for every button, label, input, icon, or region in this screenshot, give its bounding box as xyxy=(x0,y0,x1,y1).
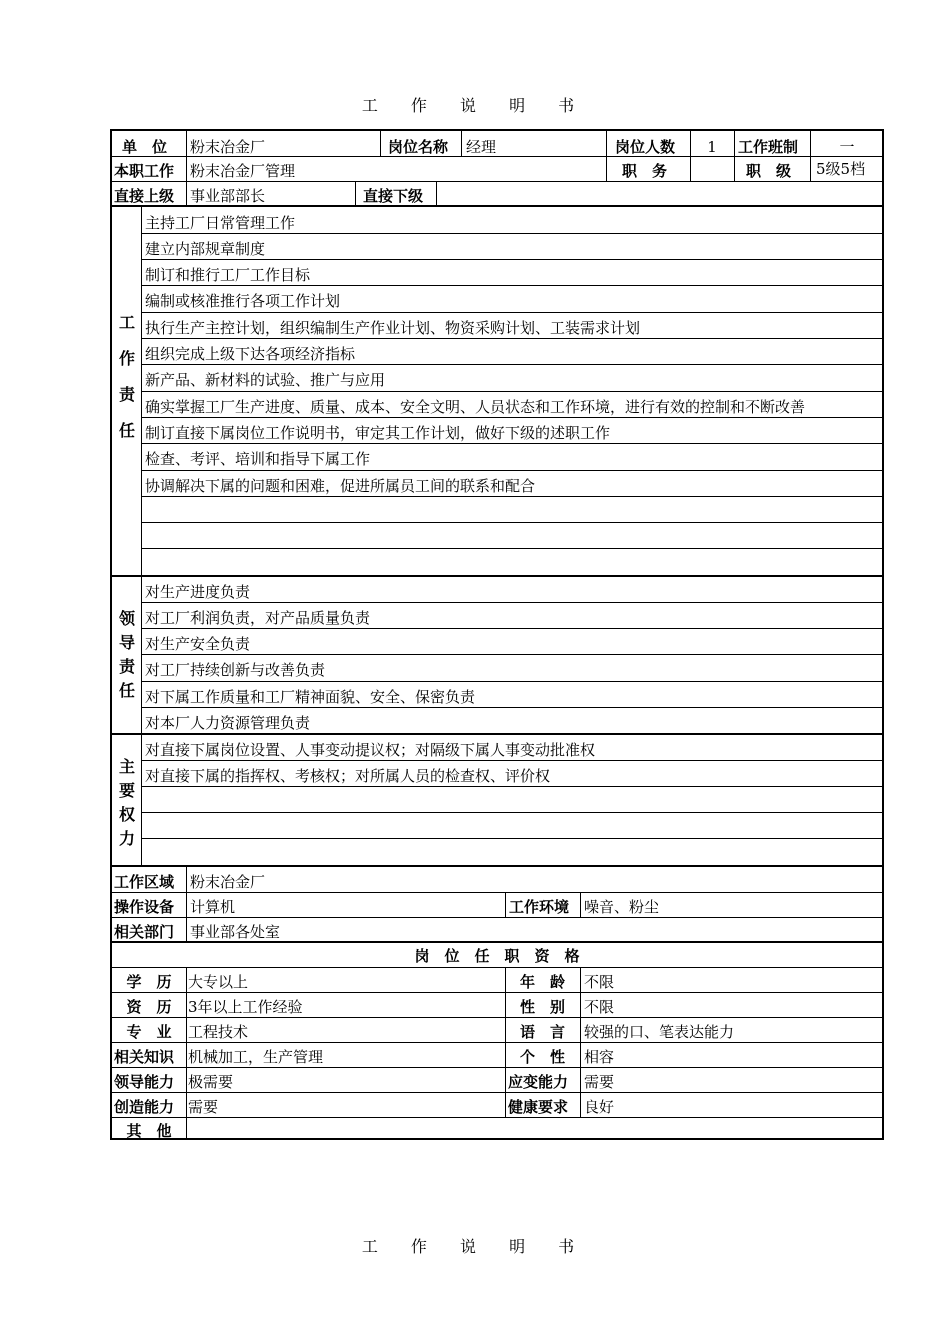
qualification-label: 性 别 xyxy=(519,998,565,1016)
qualification-label: 领导能力 xyxy=(114,1073,175,1091)
shift-label: 工作班制 xyxy=(738,138,799,156)
qualification-value: 不限 xyxy=(584,973,615,991)
responsibility-item: 建立内部规章制度 xyxy=(145,240,266,258)
leadership-label-char: 领 xyxy=(118,609,135,628)
qualification-label: 个 性 xyxy=(519,1048,565,1066)
qualification-value: 极需要 xyxy=(188,1073,234,1091)
leadership-item: 对生产进度负责 xyxy=(145,583,251,601)
authority-label-char: 要 xyxy=(118,781,135,800)
responsibility-item: 编制或核准推行各项工作计划 xyxy=(145,292,341,310)
authority-item: 对直接下属岗位设置、人事变动提议权；对隔级下属人事变动批准权 xyxy=(145,741,596,759)
leadership-label-char: 导 xyxy=(118,633,135,652)
qualification-value: 不限 xyxy=(584,998,615,1016)
responsibilities-label-char: 工 xyxy=(118,313,135,332)
position-name-label: 岗位名称 xyxy=(388,138,449,156)
leadership-item: 对本厂人力资源管理负责 xyxy=(145,714,311,732)
responsibilities-label xyxy=(112,311,142,443)
grade-value: 5级5档 xyxy=(816,160,866,178)
qualification-value: 需要 xyxy=(584,1073,615,1091)
authority-label xyxy=(112,755,142,851)
responsibility-item: 组织完成上级下达各项经济指标 xyxy=(145,345,356,363)
dept-value: 事业部各处室 xyxy=(190,923,281,941)
responsibility-item: 制订和推行工厂工作目标 xyxy=(145,266,311,284)
document-title: 工 作 说 明 书 xyxy=(361,96,589,115)
qualification-value: 较强的口、笔表达能力 xyxy=(584,1023,735,1041)
qualification-value: 良好 xyxy=(584,1098,615,1116)
grade-label: 职 级 xyxy=(746,162,792,180)
qualification-value: 大专以上 xyxy=(188,973,249,991)
authority-label-char: 力 xyxy=(118,829,135,848)
leadership-item: 对生产安全负责 xyxy=(145,635,251,653)
equipment-label: 操作设备 xyxy=(114,898,175,916)
superior-label: 直接上级 xyxy=(114,187,175,205)
post-label: 职 务 xyxy=(622,162,668,180)
responsibilities-label-char: 责 xyxy=(118,385,135,404)
qualification-value: 需要 xyxy=(188,1098,219,1116)
qualification-label: 学 历 xyxy=(126,973,172,991)
footer-title: 工 作 说 明 书 xyxy=(361,1237,589,1256)
other-label: 其 他 xyxy=(126,1122,172,1140)
responsibility-item: 新产品、新材料的试验、推广与应用 xyxy=(145,371,386,389)
authority-label-char: 主 xyxy=(118,757,135,776)
unit-value: 粉末冶金厂 xyxy=(190,138,266,156)
qualification-label: 应变能力 xyxy=(508,1073,569,1091)
authority-label-char: 权 xyxy=(118,805,135,824)
environment-value: 噪音、粉尘 xyxy=(584,898,660,916)
position-name-value: 经理 xyxy=(466,138,497,156)
duty-value: 粉末冶金厂管理 xyxy=(190,162,296,180)
responsibility-item: 主持工厂日常管理工作 xyxy=(145,214,296,232)
work-area-label: 工作区域 xyxy=(114,873,175,891)
qualification-label: 创造能力 xyxy=(114,1098,175,1116)
superior-value: 事业部部长 xyxy=(190,187,266,205)
qualification-label: 资 历 xyxy=(126,998,172,1016)
leadership-label xyxy=(112,607,142,703)
environment-label: 工作环境 xyxy=(509,898,570,916)
duty-label: 本职工作 xyxy=(114,162,175,180)
shift-value: 一 xyxy=(839,138,855,156)
work-area-value: 粉末冶金厂 xyxy=(190,873,266,891)
leadership-item: 对工厂利润负责，对产品质量负责 xyxy=(145,609,371,627)
headcount-label: 岗位人数 xyxy=(615,138,676,156)
qualification-value: 工程技术 xyxy=(188,1023,249,1041)
responsibilities-label-char: 任 xyxy=(118,421,135,440)
equipment-value: 计算机 xyxy=(190,898,236,916)
subordinate-label: 直接下级 xyxy=(363,187,424,205)
responsibility-item: 协调解决下属的问题和困难，促进所属员工间的联系和配合 xyxy=(145,477,536,495)
qualification-label: 年 龄 xyxy=(519,973,565,991)
leadership-label-char: 任 xyxy=(118,681,135,700)
qualification-value: 3年以上工作经验 xyxy=(188,998,303,1016)
leadership-label-char: 责 xyxy=(118,657,135,676)
responsibilities-label-char: 作 xyxy=(118,349,135,368)
qualification-label: 健康要求 xyxy=(508,1098,569,1116)
authority-item: 对直接下属的指挥权、考核权；对所属人员的检查权、评价权 xyxy=(145,767,551,785)
qualifications-title: 岗 位 任 职 资 格 xyxy=(414,947,580,965)
leadership-item: 对工厂持续创新与改善负责 xyxy=(145,661,326,679)
unit-label: 单 位 xyxy=(122,138,168,156)
job-description-table xyxy=(110,129,884,1140)
responsibility-item: 确实掌握工厂生产进度、质量、成本、安全文明、人员状态和工作环境，进行有效的控制和不断改善 xyxy=(145,398,806,416)
headcount-value: 1 xyxy=(707,138,717,156)
dept-label: 相关部门 xyxy=(114,923,175,941)
qualification-label: 专 业 xyxy=(126,1023,172,1041)
qualification-value: 相容 xyxy=(584,1048,615,1066)
qualification-label: 语 言 xyxy=(519,1023,565,1041)
qualification-label: 相关知识 xyxy=(114,1048,175,1066)
leadership-item: 对下属工作质量和工厂精神面貌、安全、保密负责 xyxy=(145,688,476,706)
responsibility-item: 执行生产主控计划，组织编制生产作业计划、物资采购计划、工装需求计划 xyxy=(145,319,641,337)
responsibility-item: 制订直接下属岗位工作说明书，审定其工作计划，做好下级的述职工作 xyxy=(145,424,611,442)
responsibility-item: 检查、考评、培训和指导下属工作 xyxy=(145,450,371,468)
qualification-value: 机械加工，生产管理 xyxy=(188,1048,324,1066)
